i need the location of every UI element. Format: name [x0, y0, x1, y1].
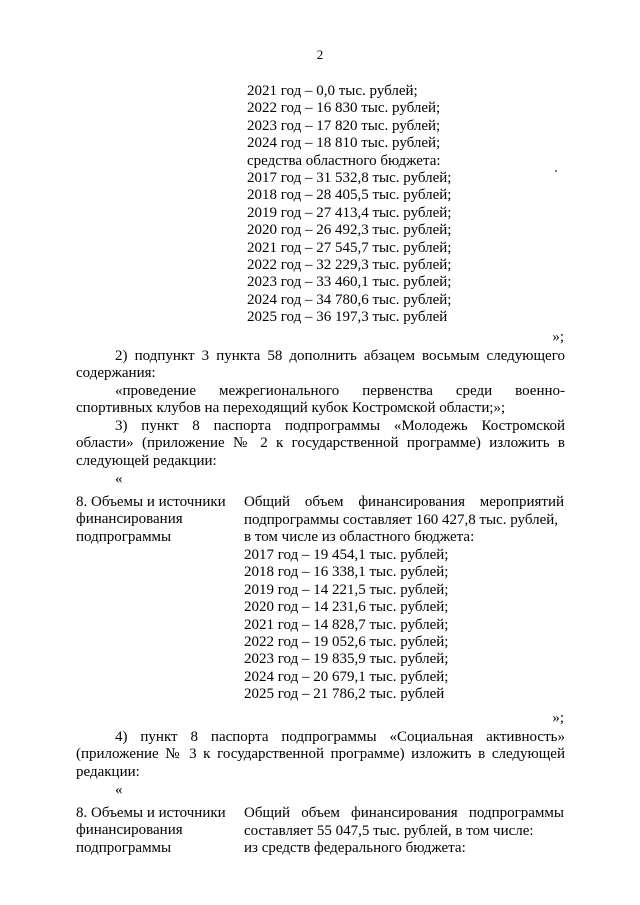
table1-intro-line1: Общий объем финансирования мероприятий — [244, 494, 564, 510]
table1-left-line: финансирования — [76, 511, 183, 528]
page-number: 2 — [316, 47, 324, 62]
list-item: 2022 год – 19 052,6 тыс. рублей; — [244, 634, 449, 651]
closing-quote-2: »; — [552, 710, 564, 726]
item2-line3: «проведение межрегионального первенства среди военно- — [115, 383, 565, 399]
opening-quote-2: « — [115, 782, 123, 798]
item4-line3: редакции: — [76, 764, 140, 780]
table2-right-line3: из средств федерального бюджета: — [244, 840, 466, 856]
table1-left-cell — [76, 494, 226, 546]
list-item: 2020 год – 14 231,6 тыс. рублей; — [244, 599, 449, 616]
table2-left-line: 8. Объемы и источники — [76, 805, 226, 821]
table1-intro-line2: подпрограммы составляет 160 427,8 тыс. рублей, — [244, 512, 559, 528]
list-item: 2017 год – 19 454,1 тыс. рублей; — [244, 547, 449, 563]
list-item: 2022 год – 16 830 тыс. рублей; — [247, 100, 441, 117]
item3-line1: 3) пункт 8 паспорта подпрограммы «Молодежь Костромской — [115, 418, 565, 434]
table2-left-line: финансирования — [76, 822, 183, 839]
list-item: 2025 год – 21 786,2 тыс. рублей — [244, 686, 445, 703]
table2-left-line: подпрограммы — [76, 839, 172, 856]
list-item: 2023 год – 19 835,9 тыс. рублей; — [244, 651, 449, 668]
item3-line2: области» (приложение № 2 к государственной программе) изложить в — [76, 435, 565, 451]
table1-left-line: 8. Объемы и источники — [76, 494, 226, 510]
closing-quote: »; — [552, 329, 564, 345]
table1-intro-line3: в том числе из областного бюджета: — [244, 529, 475, 545]
list-item: 2018 год – 28 405,5 тыс. рублей; — [247, 187, 452, 204]
item4-line2: (приложение № 3 к государственной программе) изложить в следующей — [76, 746, 565, 762]
item2-line4: спортивных клубов на переходящий кубок Костромской области;»; — [76, 400, 506, 416]
opening-quote: « — [115, 471, 123, 487]
funding-list-top — [247, 83, 451, 327]
list-item: 2017 год – 31 532,8 тыс. рублей; — [247, 170, 452, 187]
item4-line1: 4) пункт 8 паспорта подпрограммы «Социальная активность» — [115, 729, 565, 745]
item3-line3: следующей редакции: — [76, 453, 217, 469]
table2-left-cell — [76, 805, 226, 857]
list-item: средства областного бюджета: — [247, 152, 441, 169]
scan-speck — [555, 170, 557, 172]
table1-years — [244, 547, 448, 704]
list-item: 2024 год – 20 679,1 тыс. рублей; — [244, 668, 449, 685]
list-item: 2018 год – 16 338,1 тыс. рублей; — [244, 564, 449, 581]
list-item: 2019 год – 27 413,4 тыс. рублей; — [247, 204, 452, 221]
list-item: 2024 год – 18 810 тыс. рублей; — [247, 135, 441, 152]
list-item: 2019 год – 14 221,5 тыс. рублей; — [244, 581, 449, 598]
list-item: 2023 год – 17 820 тыс. рублей; — [247, 117, 441, 134]
list-item: 2020 год – 26 492,3 тыс. рублей; — [247, 222, 452, 239]
list-item: 2021 год – 27 545,7 тыс. рублей; — [247, 239, 452, 256]
table1-left-line: подпрограммы — [76, 528, 172, 545]
table2-right-line2: составляет 55 047,5 тыс. рублей, в том числе: — [244, 823, 534, 839]
list-item: 2024 год – 34 780,6 тыс. рублей; — [247, 291, 452, 308]
list-item: 2025 год – 36 197,3 тыс. рублей — [247, 309, 448, 326]
table2-right-line1: Общий объем финансирования подпрограммы — [244, 805, 564, 821]
item2-line1: 2) подпункт 3 пункта 58 дополнить абзацем восьмым следующего — [115, 348, 565, 364]
list-item: 2022 год – 32 229,3 тыс. рублей; — [247, 257, 452, 274]
list-item: 2021 год – 0,0 тыс. рублей; — [247, 83, 418, 99]
item2-line2: содержания: — [76, 365, 156, 381]
list-item: 2021 год – 14 828,7 тыс. рублей; — [244, 616, 449, 633]
list-item: 2023 год – 33 460,1 тыс. рублей; — [247, 274, 452, 291]
